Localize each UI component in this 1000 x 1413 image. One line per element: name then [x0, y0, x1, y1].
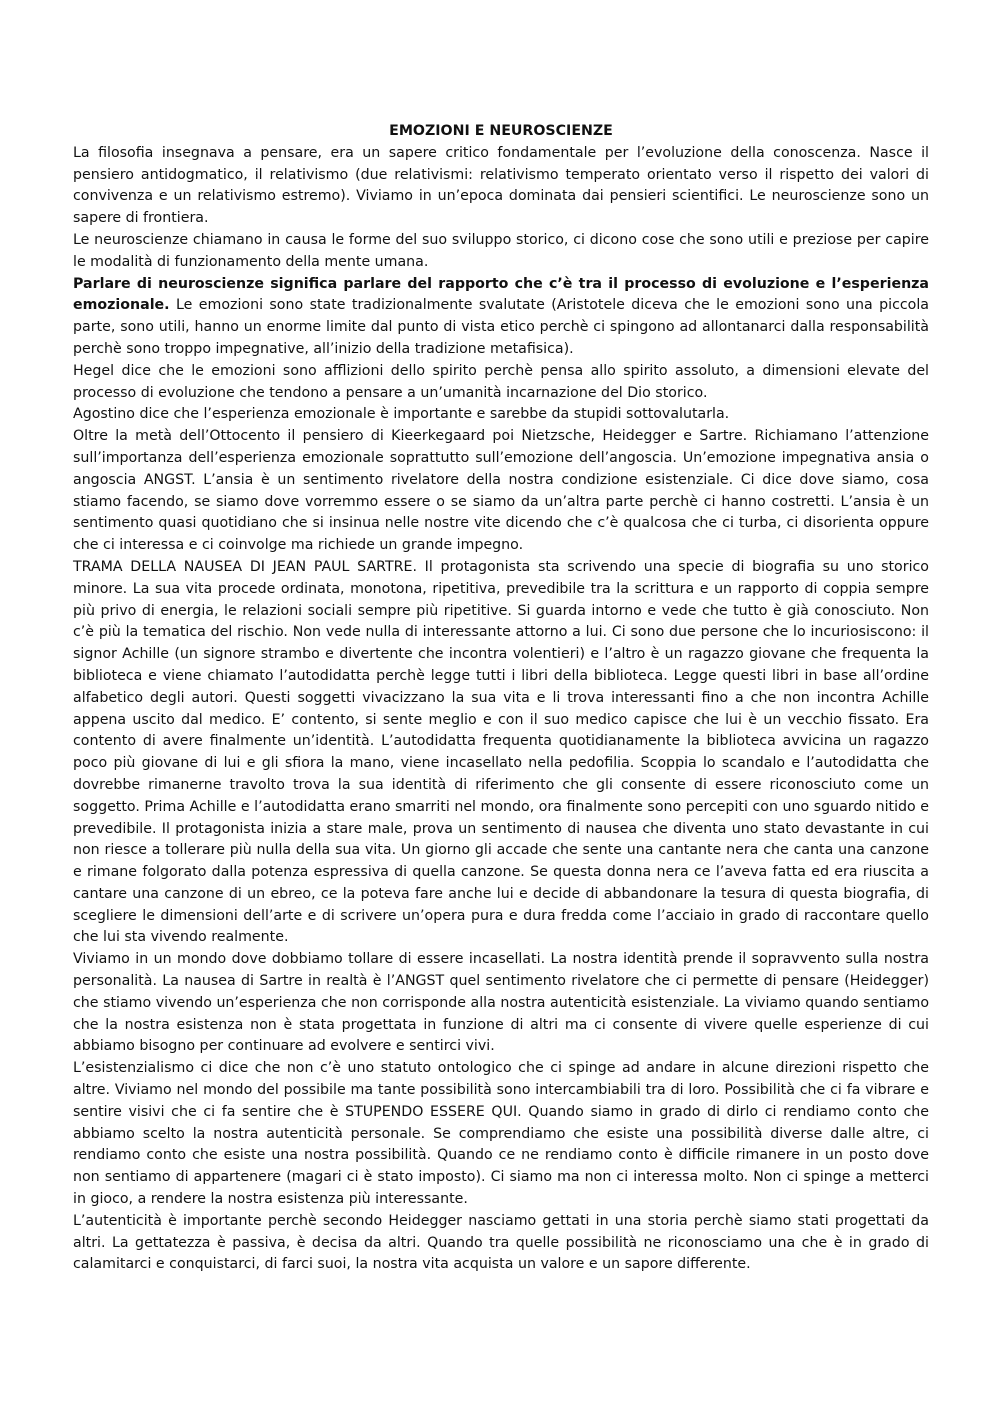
paragraph-emotions-bold: Parlare di neuroscienze significa parlare del rapporto che c’è tra il processo di evoluzione e l’esperienza emozionale. [73, 275, 929, 314]
paragraph-authenticity: L’autenticità è importante perchè secondo Heidegger nasciamo gettati in una storia perchè siamo stati progettati da altri. La gettatezza è passiva, è decisa da altri. Quando tra quelle possibilità ne riconosciamo una che è in grado di calamitarci e conquistarci, di farci suoi, la nostra vita acquista un valore e un sapore differente. [73, 1212, 929, 1273]
paragraph-agostino: Agostino dice che l’esperienza emozionale è importante e sarebbe da stupidi sottovalutarla. [73, 406, 730, 423]
document-title: EMOZIONI E NEUROSCIENZE [389, 123, 613, 139]
paragraph-angst: Oltre la metà dell’Ottocento il pensiero di Kieerkegaard poi Nietzsche, Heidegger e Sartre. Richiamano l’attenzione sull’importanza dell’esperienza emozionale soprattutto sull’emozione dell’angoscia. Un’emozione impegnativa ansia o angoscia ANGST. L’ansia è un sentimento rivelatore della nostra condizione esistenziale. Ci dice dove siamo, cosa stiamo facendo, se siamo dove vorremmo essere o se siamo da un’altra parte perchè ci hanno costretti. L’ansia è un sentimento quasi quotidiano che si insinua nelle nostre vite dicendo che c’è qualcosa che ci turba, ci disorienta oppure che ci interessa e ci coinvolge ma richiede un grande impegno. [73, 428, 929, 554]
document-page [73, 121, 929, 1276]
paragraph-identity: Viviamo in un mondo dove dobbiamo tollare di essere incasellati. La nostra identità prende il sopravvento sulla nostra personalità. La nausea di Sartre in realtà è l’ANGST quel sentimento rivelatore che ci permette di pensare (Heidegger) che stiamo vivendo un’esperienza che non corrisponde alla nostra autenticità esistenziale. La viviamo quando sentiamo che la nostra esistenza non è stata progettata in funzione di altri ma ci consente di vivere quelle esperienze di cui abbiamo bisogno per continuare ad evolvere e sentirci vivi. [73, 951, 929, 1055]
paragraph-sartre-nausea: TRAMA DELLA NAUSEA DI JEAN PAUL SARTRE. Il protagonista sta scrivendo una specie di biografia su uno storico minore. La sua vita procede ordinata, monotona, ripetitiva, prevedibile tra la scrittura e un rapporto di coppia sempre più privo di energia, le relazioni sociali sempre più ripetitive. Si guarda intorno e vede che tutto è già conosciuto. Non c’è più la tematica del rischio. Non vede nulla di interessante attorno a lui. Ci sono due persone che lo incuriosiscono: il signor Achille (un signore strambo e divertente che incontra volentieri) e l’altro è un ragazzo giovane che frequenta la biblioteca e viene chiamato l’autodidatta perchè legge tutti i libri della biblioteca. Legge questi libri in base all’ordine alfabetico degli autori. Questi soggetti vivacizzano la sua vita e li trova interessanti fino a che non incontra Achille appena uscito dal medico. E’ contento, si sente meglio e con il suo medico capisce che lui è un vecchio fissato. Era contento di avere finalmente un’identità. L’autodidatta frequenta quotidianamente la biblioteca avvicina un ragazzo poco più giovane di lui e gli sfiora la mano, viene incasellato nella pedofilia. Scoppia lo scandalo e l’autodidatta che dovrebbe rimanerne travolto trova la sua identità di riferimento che gli consente di essere riconosciuto come un soggetto. Prima Achille e l’autodidatta erano smarriti nel mondo, ora finalmente sono percepiti con uno sguardo nitido e prevedibile. Il protagonista inizia a stare male, prova un sentimento di nausea che diventa uno stato devastante in cui non riesce a tollerare più nulla della sua vita. Un giorno gli accade che sente una cantante nera che canta una canzone e rimane folgorato dalla potenza espressiva di quella canzone. Se questa donna nera ce l’aveva fatta ed era riuscita a cantare una canzone di un ebreo, ce la poteva fare anche lui e decide di abbandonare la tesura di questa biografia, di scegliere le dimensioni dell’arte e di scrivere un’opera pura e dura fredda come l’acciaio in grado di raccontare quello che lui sta vivendo realmente. [73, 558, 929, 946]
paragraph-emotions-rest: Le emozioni sono state tradizionalmente svalutate (Aristotele diceva che le emozioni sono una piccola parte, sono utili, hanno un enorme limite dal punto di vista etico perchè ci spingono ad allontanarci dalla responsabilità perchè sono troppo impegnative, all’inizio della tradizione metafisica). [73, 297, 929, 357]
paragraph-existentialism: L’esistenzialismo ci dice che non c’è uno statuto ontologico che ci spinge ad andare in alcune direzioni rispetto che altre. Viviamo nel mondo del possibile ma tante possibilità sono intercambiabili tra di loro. Possibilità che ci fa vibrare e sentire visivi che ci fa sentire che è STUPENDO ESSERE QUI. Quando siamo in grado di dirlo ci rendiamo conto che abbiamo scelto la nostra autenticità personale. Se comprendiamo che esiste una possibilità diverse dalle altre, ci rendiamo conto che esiste una nostra possibilità. Quando ce ne rendiamo conto è difficile rimanere in un posto dove non sentiamo di appartenere (magari ci è stato imposto). Ci siamo ma non ci interessa molto. Non ci spinge a metterci in gioco, a rendere la nostra esistenza più interessante. [73, 1060, 929, 1208]
paragraph-hegel: Hegel dice che le emozioni sono afflizioni dello spirito perchè pensa allo spirito assoluto, a dimensioni elevate del processo di evoluzione che tendono a pensare a un’umanità incarnazione del Dio storico. [73, 362, 929, 401]
paragraph-neuroscience: Le neuroscienze chiamano in causa le forme del suo sviluppo storico, ci dicono cose che sono utili e preziose per capire le modalità di funzionamento della mente umana. [73, 231, 929, 270]
paragraph-emotions [73, 274, 929, 361]
paragraph-philosophy: La filosofia insegnava a pensare, era un sapere critico fondamentale per l’evoluzione della conoscenza. Nasce il pensiero antidogmatico, il relativismo (due relativismi: relativismo temperato orientato verso il rispetto dei valori di convivenza e un relativismo estremo). Viviamo in un’epoca dominata dai pensieri scientifici. Le neuroscienze sono un sapere di frontiera. [73, 144, 929, 227]
